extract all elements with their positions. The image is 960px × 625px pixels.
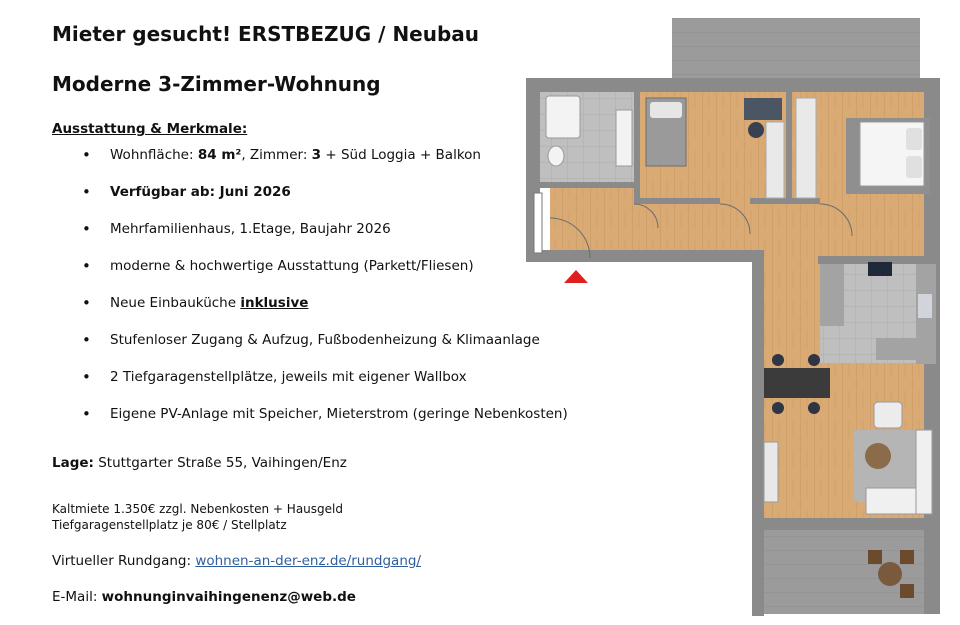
feature-text: Neue Einbauküche [110, 295, 241, 311]
dining-chair [772, 354, 784, 366]
balcony-top [672, 18, 920, 80]
balcony-chair [900, 584, 914, 598]
feature-text: , Zimmer: [241, 147, 312, 163]
page-subtitle: Moderne 3-Zimmer-Wohnung [52, 72, 381, 96]
entrance-marker [564, 270, 588, 283]
pillow [650, 102, 682, 118]
tv-unit [764, 442, 778, 502]
feature-text: + Süd Loggia + Balkon [321, 147, 481, 163]
rent-line-1: Kaltmiete 1.350€ zzgl. Nebenkosten + Hausgeld [52, 502, 343, 516]
feature-text: 2 Tiefgaragenstellplätze, jeweils mit eigener Wallbox [110, 369, 467, 385]
balcony-chair [900, 550, 914, 564]
wardrobe [766, 122, 784, 198]
desk [744, 98, 782, 120]
location-value: Stuttgarter Straße 55, Vaihingen/Enz [93, 455, 347, 471]
sink [918, 294, 932, 318]
virtual-tour-link[interactable]: wohnen-an-der-enz.de/rundgang/ [195, 553, 422, 569]
balcony-table [878, 562, 902, 586]
toilet [548, 146, 564, 166]
armchair [874, 402, 902, 428]
rent-line-2: Tiefgaragenstellplatz je 80€ / Stellplatz [52, 518, 287, 532]
bed-pillow-2 [906, 156, 922, 178]
email-address[interactable]: wohnunginvaihingenenz@web.de [101, 589, 356, 605]
entrance-window [534, 193, 542, 253]
kitchen-island [876, 338, 926, 360]
rent-info [52, 501, 343, 533]
bed-pillow [906, 128, 922, 150]
feature-item [52, 405, 568, 442]
sofa-side [916, 430, 932, 514]
dining-chair [808, 402, 820, 414]
dining-chair [808, 354, 820, 366]
virtual-tour-label: Virtueller Rundgang: [52, 553, 196, 569]
feature-item [52, 257, 568, 294]
washbasin [616, 110, 632, 166]
email-label: E-Mail: [52, 589, 102, 605]
feature-text: moderne & hochwertige Ausstattung (Parkett/Fliesen) [110, 258, 474, 274]
bathtub [546, 96, 580, 138]
floor-plan [520, 18, 952, 618]
wardrobe-2 [796, 98, 816, 198]
dining-table [764, 368, 830, 398]
location-line [52, 455, 347, 471]
feature-text: Eigene PV-Anlage mit Speicher, Mieterstrom (geringe Nebenkosten) [110, 406, 568, 422]
feature-item [52, 294, 568, 331]
feature-text: 84 m² [197, 147, 242, 163]
dining-chair [772, 402, 784, 414]
feature-item [52, 331, 568, 368]
feature-item [52, 368, 568, 405]
coffee-table [865, 443, 891, 469]
virtual-tour-line [52, 553, 421, 569]
feature-item [52, 220, 568, 257]
features-list [52, 146, 568, 442]
feature-text: inklusive [240, 295, 309, 311]
balcony-chair [868, 550, 882, 564]
location-label: Lage: [52, 455, 94, 471]
desk-chair [748, 122, 764, 138]
feature-text: Stufenloser Zugang & Aufzug, Fußbodenheizung & Klimaanlage [110, 332, 540, 348]
page-title: Mieter gesucht! ERSTBEZUG / Neubau [52, 22, 480, 46]
email-line [52, 589, 356, 605]
feature-text: Wohnfläche: [110, 147, 198, 163]
cooktop [868, 262, 892, 276]
feature-item [52, 183, 568, 220]
feature-text: Verfügbar ab: Juni 2026 [110, 184, 291, 200]
features-heading: Ausstattung & Merkmale: [52, 121, 248, 137]
feature-text: 3 [311, 147, 322, 163]
feature-text: Mehrfamilienhaus, 1.Etage, Baujahr 2026 [110, 221, 391, 237]
feature-item [52, 146, 568, 183]
balcony-bottom [760, 530, 938, 614]
kitchen-counter [820, 264, 844, 326]
